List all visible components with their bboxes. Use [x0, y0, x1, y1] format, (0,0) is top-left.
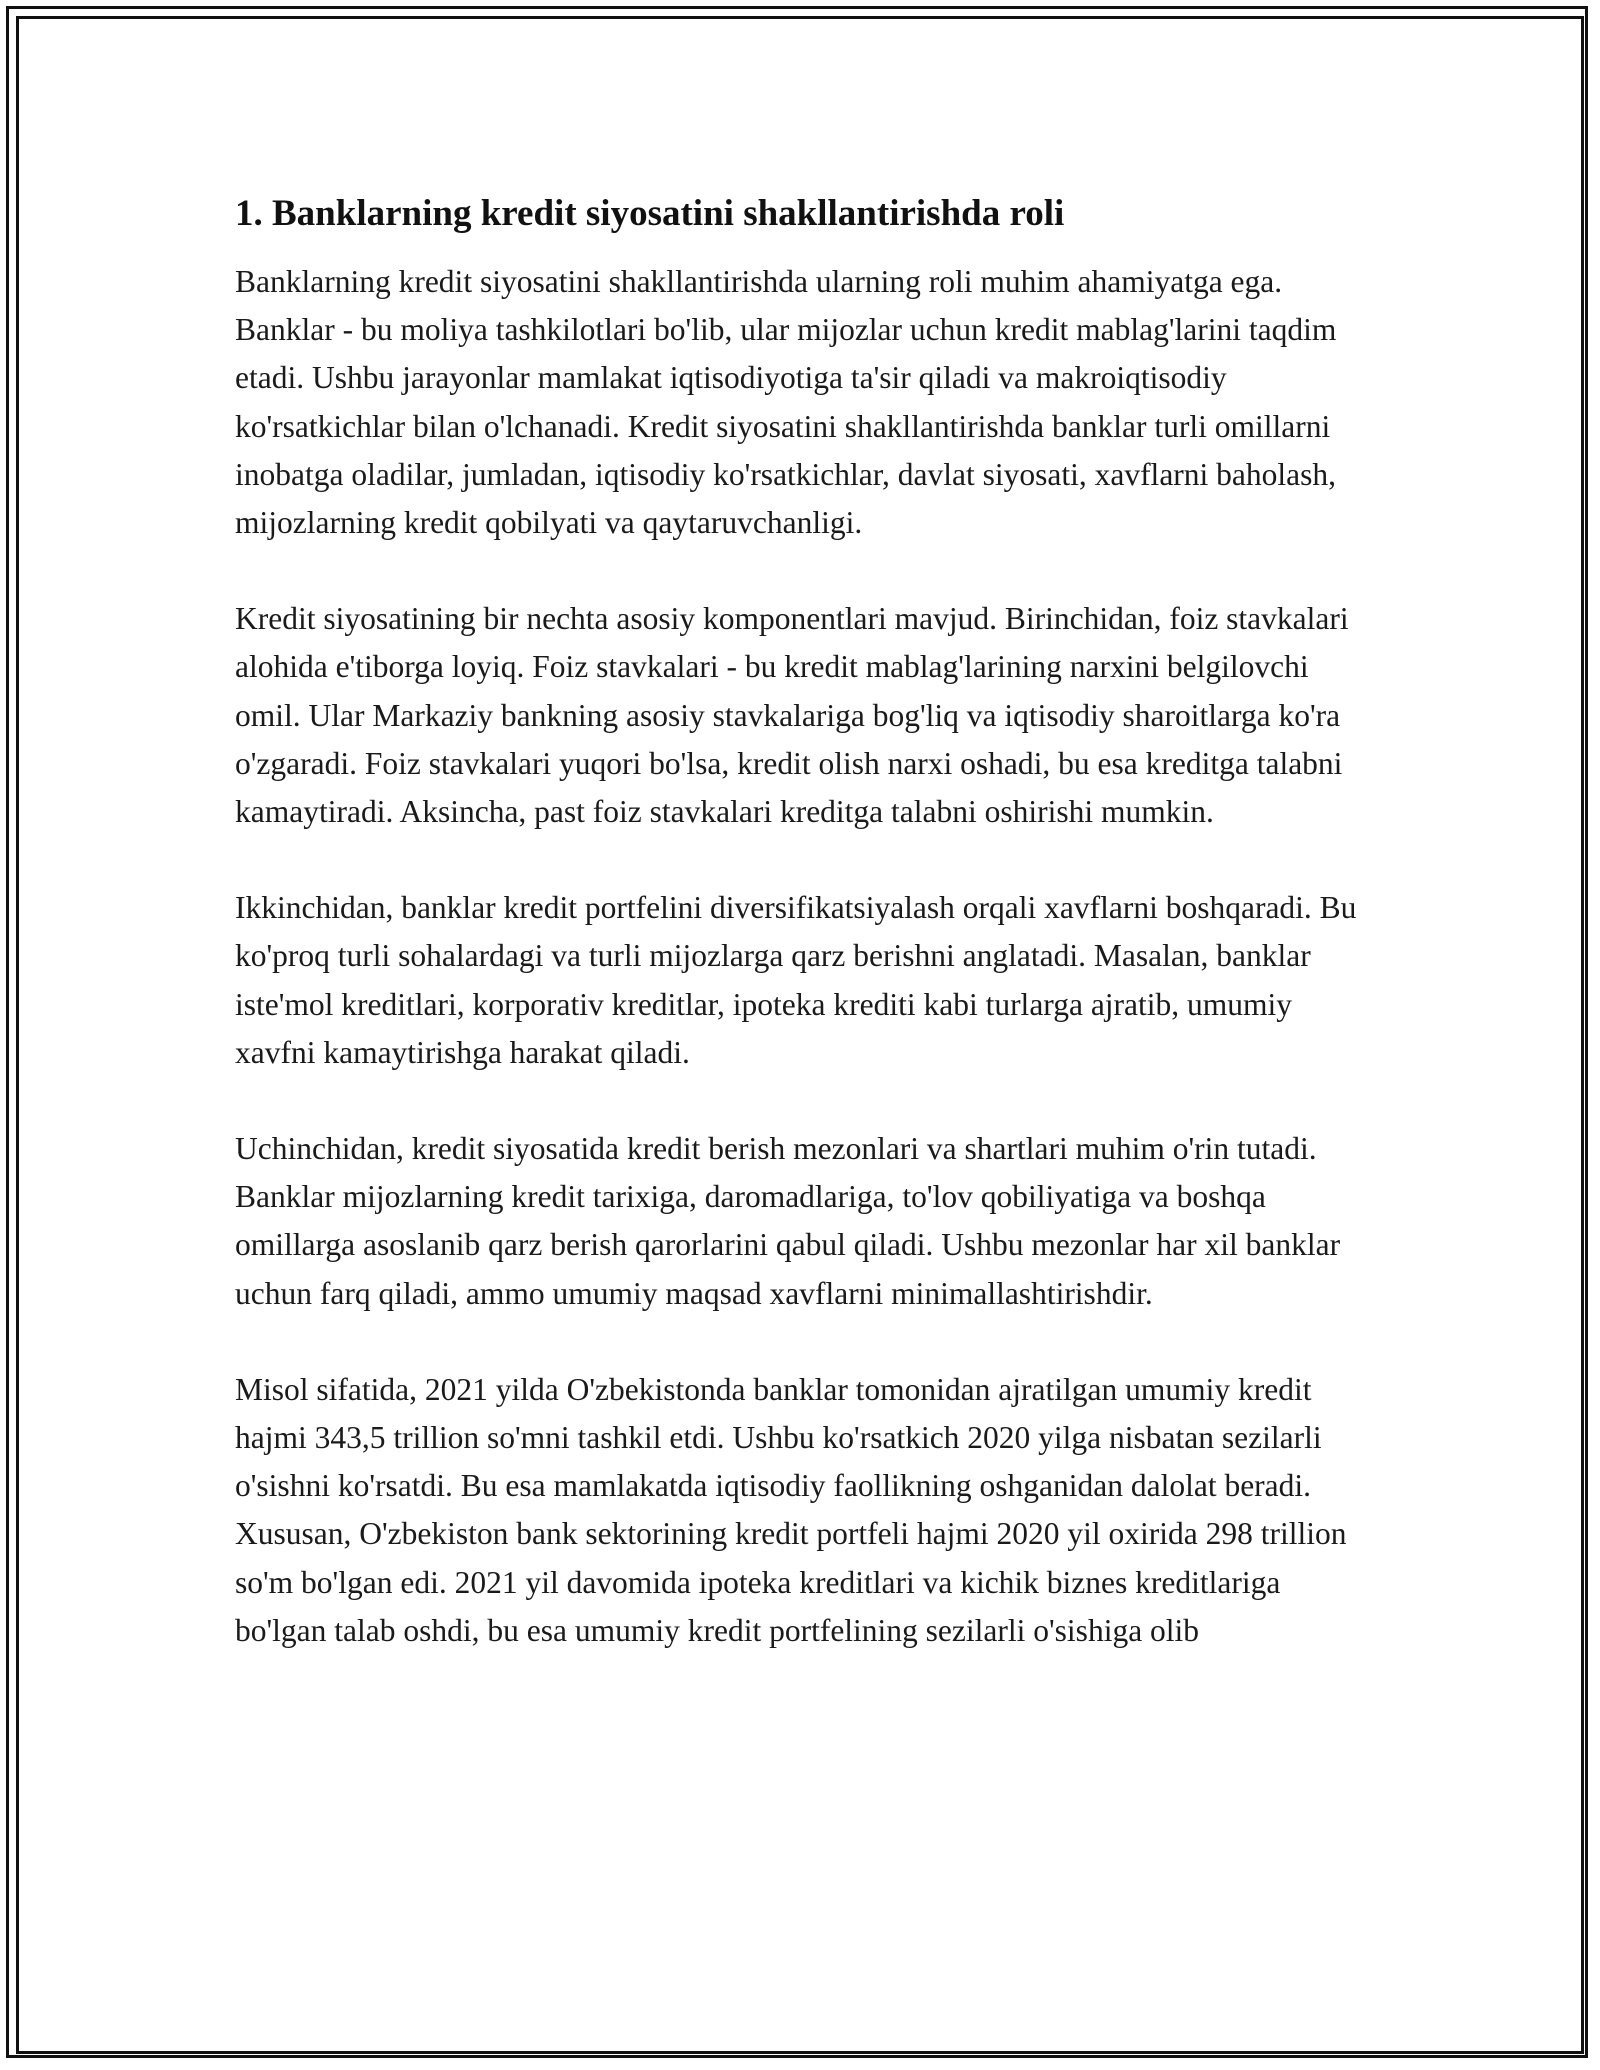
paragraph-example-2021: Misol sifatida, 2021 yilda O'zbekistonda banklar tomonidan ajratilgan umumiy kredit hajmi 343,5 trillion so'mni tashkil etdi. Ushbu ko'rsatkich 2020 yilga nisbatan sezilarli o'sishni ko'rsatdi. Bu esa mamlakatda iqtisodiy faollikning oshganidan dalolat beradi. Xususan, O'zbekiston bank sektorining kredit portfeli hajmi 2020 yil oxirida 298 trillion so'm bo'lgan edi. 2021 yil davomida ipoteka kreditlari va kichik biznes kreditlariga bo'lgan talab oshdi, bu esa umumiy kredit portfelining sezilarli o'sishiga olib: [235, 1371, 1347, 1648]
paragraph-diversification: Ikkinchidan, banklar kredit portfelini diversifikatsiyalash orqali xavflarni boshqaradi. Bu ko'proq turli sohalardagi va turli mijozlarga qarz berishni anglatadi. Masalan, banklar iste'mol kreditlari, korporativ kreditlar, ipoteka krediti kabi turlarga ajratib, umumiy xavfni kamaytirishga harakat qiladi.: [235, 890, 1357, 1070]
paragraph-intro: Banklarning kredit siyosatini shakllantirishda ularning roli muhim ahamiyatga ega. Banklar - bu moliya tashkilotlari bo'lib, ular mijozlar uchun kredit mablag'larini taqdim etadi. Ushbu jarayonlar mamlakat iqtisodiyotiga ta'sir qiladi va makroiqtisodiy ko'rsatkichlar bilan o'lchanadi. Kredit siyosatini shakllantirishda banklar turli omillarni inobatga oladilar, jumladan, iqtisodiy ko'rsatkichlar, davlat siyosati, xavflarni baholash, mijozlarning kredit qobilyati va qaytaruvchanligi.: [235, 264, 1337, 541]
section-heading: 1. Banklarning kredit siyosatini shakllantirishda roli: [235, 193, 1065, 234]
paragraph-credit-criteria: Uchinchidan, kredit siyosatida kredit berish mezonlari va shartlari muhim o'rin tutadi. Banklar mijozlarning kredit tarixiga, daromadlariga, to'lov qobiliyatiga va boshqa omillarga asoslanib qarz berish qarorlarini qabul qiladi. Ushbu mezonlar har xil banklar uchun farq qiladi, ammo umumiy maqsad xavflarni minimallashtirishdir.: [235, 1131, 1341, 1311]
paragraph-interest-rates: Kredit siyosatining bir nechta asosiy komponentlari mavjud. Birinchidan, foiz stavkalari alohida e'tiborga loyiq. Foiz stavkalari - bu kredit mablag'larining narxini belgilovchi omil. Ular Markaziy bankning asosiy stavkalariga bog'liq va iqtisodiy sharoitlarga ko'ra o'zgaradi. Foiz stavkalari yuqori bo'lsa, kredit olish narxi oshadi, bu esa kreditga talabni kamaytiradi. Aksincha, past foiz stavkalari kreditga talabni oshirishi mumkin.: [235, 601, 1349, 830]
document-body: [235, 190, 1365, 1655]
